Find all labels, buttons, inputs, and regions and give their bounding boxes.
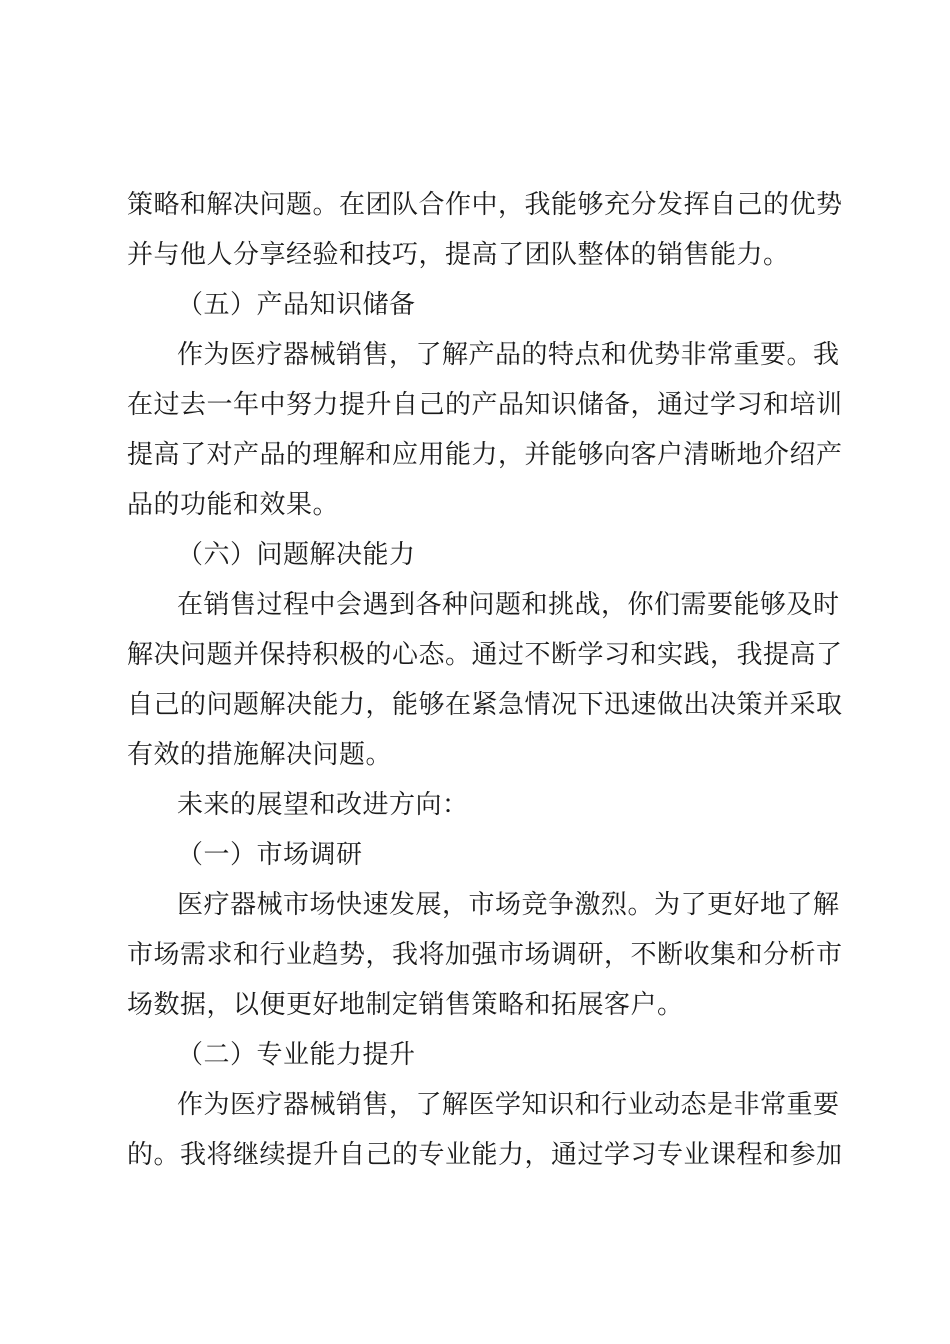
section-heading: （二）专业能力提升 xyxy=(177,1040,416,1070)
section-heading: （一）市场调研 xyxy=(177,840,363,870)
section-heading: 未来的展望和改进方向： xyxy=(177,790,469,820)
text-line: 作为医疗器械销售，了解产品的特点和优势非常重要。我 xyxy=(177,340,840,370)
section-heading: （五）产品知识储备 xyxy=(177,290,416,320)
text-line: 作为医疗器械销售，了解医学知识和行业动态是非常重要 xyxy=(177,1090,840,1120)
body-text xyxy=(127,180,843,1180)
text-line: 品的功能和效果。 xyxy=(127,490,340,520)
text-line: 在过去一年中努力提升自己的产品知识储备，通过学习和培训 xyxy=(127,390,843,420)
text-line: 自己的问题解决能力，能够在紧急情况下迅速做出决策并采取 xyxy=(127,690,843,720)
text-line: 医疗器械市场快速发展，市场竞争激烈。为了更好地了解 xyxy=(177,890,840,920)
text-line: 在销售过程中会遇到各种问题和挑战，你们需要能够及时 xyxy=(177,590,840,620)
text-line: 提高了对产品的理解和应用能力，并能够向客户清晰地介绍产 xyxy=(127,440,843,470)
text-line: 解决问题并保持积极的心态。通过不断学习和实践，我提高了 xyxy=(127,640,843,670)
section-heading: （六）问题解决能力 xyxy=(177,540,416,570)
text-line: 并与他人分享经验和技巧，提高了团队整体的销售能力。 xyxy=(127,240,790,270)
text-line: 场数据，以便更好地制定销售策略和拓展客户。 xyxy=(127,990,684,1020)
text-line: 有效的措施解决问题。 xyxy=(127,740,393,770)
text-line: 策略和解决问题。在团队合作中，我能够充分发挥自己的优势 xyxy=(127,190,843,220)
text-line: 市场需求和行业趋势，我将加强市场调研，不断收集和分析市 xyxy=(127,940,843,970)
text-line: 的。我将继续提升自己的专业能力，通过学习专业课程和参加 xyxy=(127,1140,843,1170)
